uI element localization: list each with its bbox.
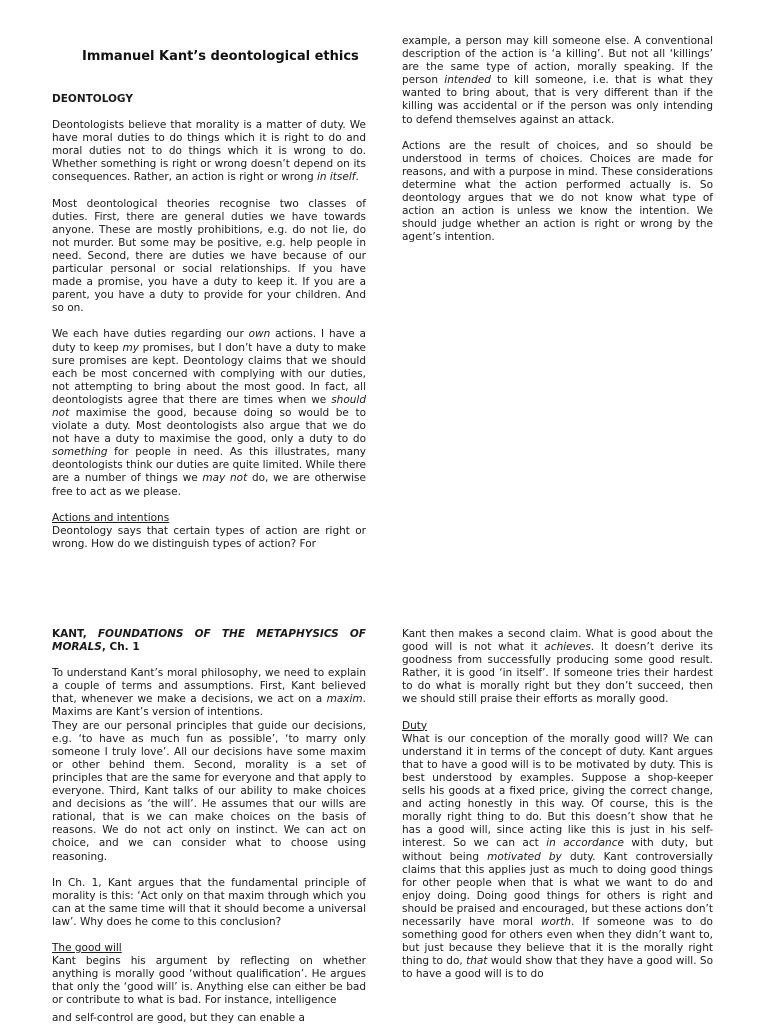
paragraph [52, 667, 366, 719]
paragraph: In Ch. 1, Kant argues that the fundamental principle of morality is this: ‘Act only on that maxim through which you can at the same time will that it should become a universal law’. Why does he come to this conclusion? [52, 876, 366, 928]
text: for people in need. As this illustrates, many deontologists think our duties are quite limited. While there are a number of things we [52, 446, 366, 485]
text: duty. Kant controversially claims that this applies just as much to doing good things for other people when that is what we want to do and enjoy doing. Doing good things for others is right and should be praised and encouraged, but these actions don’t necessarily have moral [402, 850, 713, 928]
emphasis: motivated by [487, 850, 562, 863]
text: Kant then makes a second claim. What is good about the good will is not what it [402, 628, 713, 654]
text: . If someone was to do something good for others even when they didn’t want to, but just because they believe that it is the morally right thing to do, [402, 915, 713, 968]
emphasis: achieves [544, 641, 591, 654]
text: with duty, but without being [402, 837, 713, 863]
text: , Ch. 1 [101, 641, 140, 654]
text: maximise the good, because doing so would be to violate a duty. Most deontologists also argue that we do not have a duty to maximise the good, only a duty to do [52, 406, 366, 446]
column-bottom-right [402, 628, 713, 981]
document-title: Immanuel Kant’s deontological ethics [82, 49, 359, 64]
emphasis: that [466, 955, 488, 968]
paragraph: They are our personal principles that guide our decisions, e.g. ‘to have as much fun as possible’, ‘to marry only someone I truly love’. All our decisions have some maxim or other behind them. Second, morality is a set of principles that are the same for everyone and that apply to everyone. Third, Kant talks of our ability to make choices and decisions as ‘the will’. He assumes that our wills are rational, that is we can make choices on the basis of reasons. We do not act only on instinct. We can act on choice, and we can consider what to choose using reasoning. [52, 719, 366, 863]
text: actions. I have a duty to keep [52, 328, 366, 354]
section-heading-deontology: DEONTOLOGY [52, 93, 133, 105]
text: to kill someone, i.e. that is what they wanted to bring about, that is very different than if the killing was accidental or if the person was only intending to defend themselves against an attack. [402, 74, 713, 126]
text: example, a person may kill someone else. A conventional description of the action is ‘a killing’. But not all ‘killings’ are the same type of action, morally speaking. If the person [402, 35, 713, 87]
emphasis: in itself [316, 171, 356, 184]
column-bottom-left [52, 628, 366, 1007]
clipped-line: and self-control are good, but they can enable a [52, 1012, 305, 1024]
paragraph: Kant begins his argument by reflecting on whether anything is morally good ‘without qualification’. He argues that only the ‘good will’ is. Anything else can either be bad or contribute to what is bad. For instance, intelligence [52, 955, 366, 1007]
text: Deontologists believe that morality is a matter of duty. We have moral duties to do things which it is right to do and moral duties not to do things which it is wrong to do. Whether something is right or wrong doesn’t depend on its consequences. Rather, an action is right or wrong [52, 119, 366, 184]
text: . It doesn’t derive its goodness from successfully producing some good result. Rather, it is good ‘in itself’. If someone tries their hardest to do what is morally right but they don’t succeed, then we should still praise their efforts as morally good. [402, 641, 713, 706]
section-heading-kant-foundations [52, 628, 366, 654]
paragraph: Deontology says that certain types of action are right or wrong. How do we distinguish types of action? For [52, 524, 366, 550]
column-top-left [52, 93, 366, 551]
subheading-good-will: The good will [52, 941, 122, 954]
text: KANT, [52, 628, 98, 640]
paragraph [402, 35, 713, 127]
emphasis: in accordance [546, 837, 624, 850]
text: What is our conception of the morally good will? We can understand it in terms of the concept of duty. Kant argues that to have a good will is to be motivated by duty. This is best understood by examples. Suppose a shop-keeper sells his goods at a fixed price, giving the correct change, and acting honestly in this way. Of course, this is the morally right thing to do. But this doesn’t show that he has a good will, since acting like this is just in his self-interest. So we can act [402, 732, 713, 850]
text: . [355, 171, 359, 184]
text: We each have duties regarding our [52, 328, 249, 341]
emphasis: may not [202, 472, 248, 485]
emphasis: maxim [326, 693, 363, 706]
paragraph [52, 328, 366, 498]
paragraph [402, 628, 713, 707]
text: To understand Kant’s moral philosophy, we need to explain a couple of terms and assumptions. First, Kant believed that, whenever we make a decisions, we act on a [52, 667, 366, 706]
paragraph [402, 733, 713, 982]
text: promises, but I don’t have a duty to make sure promises are kept. Deontology claims that we should each be most concerned with complying with our duties, not attempting to bring about the most good. In fact, all deontologists agree that there are times when we [52, 341, 366, 406]
column-top-right [402, 35, 713, 257]
emphasis: should not [52, 393, 366, 419]
paragraph [52, 119, 366, 184]
paragraph: Actions are the result of choices, and so should be understood in terms of choices. Choices are made for reasons, and with a purpose in mind. These considerations determine what the action performed actually is. So deontology argues that we do not know what type of action an action is unless we know the intention. We should judge whether an action is right or wrong by the agent’s intention. [402, 139, 713, 244]
emphasis: intended [444, 74, 491, 87]
subheading-actions-intentions: Actions and intentions [52, 511, 170, 524]
subheading-duty: Duty [402, 719, 428, 732]
text: . Maxims are Kant’s version of intentions. [52, 693, 366, 719]
text: would show that they have a good will. So to have a good will is to do [402, 955, 713, 981]
emphasis: my [122, 341, 139, 354]
paragraph: Most deontological theories recognise two classes of duties. First, there are general duties we have towards anyone. These are mostly prohibitions, e.g. do not lie, do not murder. But some may be positive, e.g. help people in need. Second, there are duties we have because of our particular personal or social relationships. If you have made a promise, you have a duty to keep it. If you are a parent, you have a duty to provide for your children. And so on. [52, 197, 366, 315]
emphasis: something [52, 446, 108, 459]
emphasis: worth [540, 915, 572, 928]
text: do, we are otherwise free to act as we please. [52, 472, 366, 498]
emphasis: FOUNDATIONS OF THE METAPHYSICS OF MORALS [52, 628, 366, 654]
emphasis: own [248, 328, 271, 341]
